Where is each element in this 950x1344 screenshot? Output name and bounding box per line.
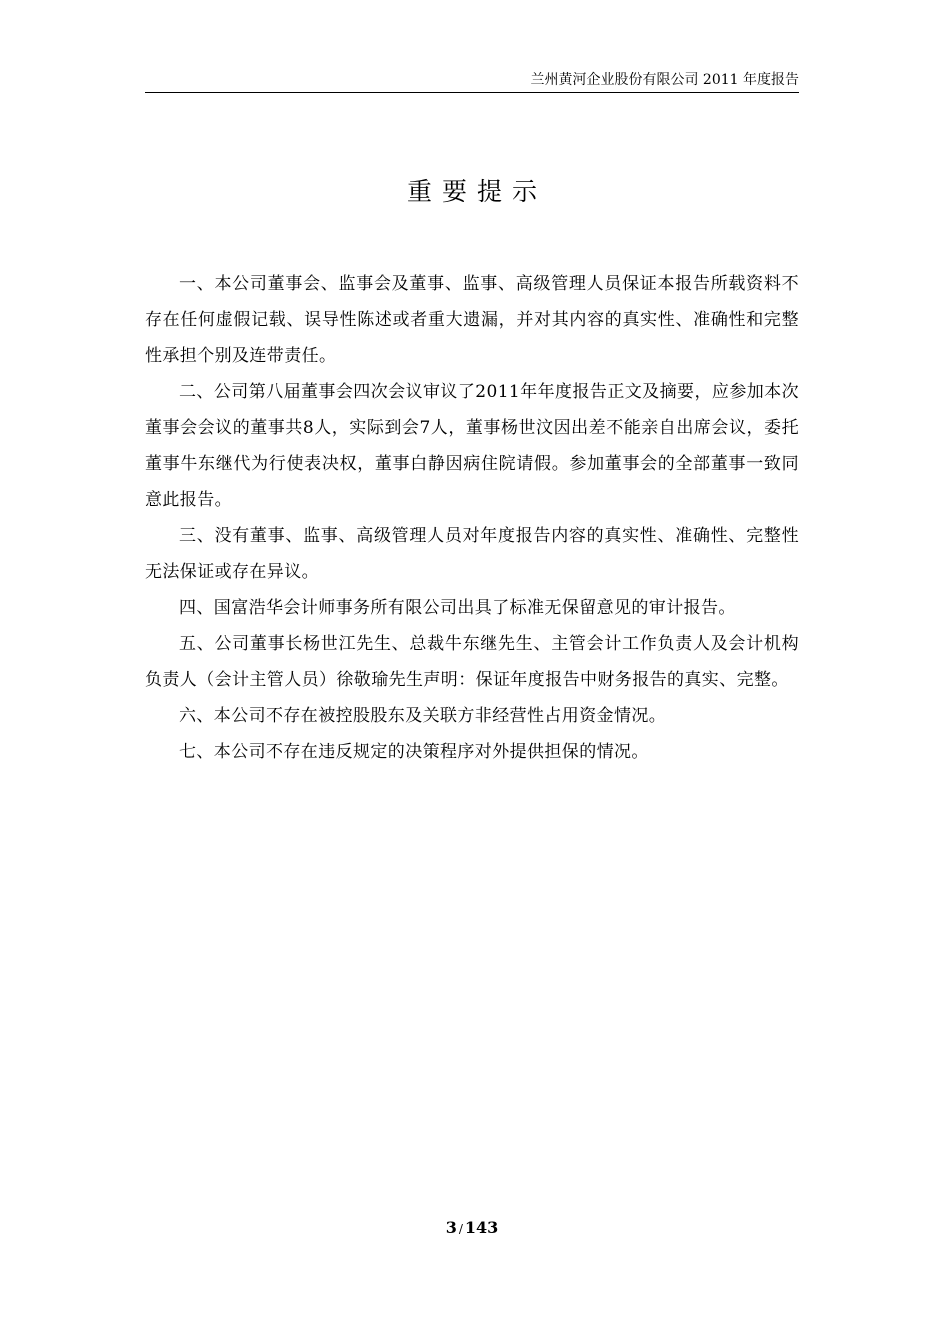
page-header [145, 70, 799, 93]
document-body [145, 266, 799, 770]
paragraph-2: 二、公司第八届董事会四次会议审议了2011年年度报告正文及摘要，应参加本次董事会会议的董事共8人，实际到会7人，董事杨世汶因出差不能亲自出席会议，委托董事牛东继代为行使表决权，董事白静因病住院请假。参加董事会的全部董事一致同意此报告。 [145, 382, 799, 510]
document-title: 重要提示 [406, 177, 547, 206]
paragraph-5: 五、公司董事长杨世江先生、总裁牛东继先生、主管会计工作负责人及会计机构负责人（会计主管人员）徐敬瑜先生声明：保证年度报告中财务报告的真实、完整。 [145, 634, 799, 690]
header-title: 兰州黄河企业股份有限公司 2011 年度报告 [530, 72, 799, 88]
paragraph-1: 一、本公司董事会、监事会及董事、监事、高级管理人员保证本报告所载资料不存在任何虚假记载、误导性陈述或者重大遗漏，并对其内容的真实性、准确性和完整性承担个别及连带责任。 [145, 274, 799, 366]
total-pages: 143 [464, 1218, 499, 1237]
paragraph-6: 六、本公司不存在被控股股东及关联方非经营性占用资金情况。 [179, 706, 667, 726]
paragraph-7: 七、本公司不存在违反规定的决策程序对外提供担保的情况。 [179, 742, 649, 762]
paragraph-3: 三、没有董事、监事、高级管理人员对年度报告内容的真实性、准确性、完整性无法保证或存在异议。 [145, 526, 799, 582]
page-number [145, 1216, 799, 1241]
page-separator: / [458, 1222, 463, 1236]
current-page: 3 [445, 1218, 457, 1237]
paragraph-4: 四、国富浩华会计师事务所有限公司出具了标准无保留意见的审计报告。 [179, 598, 736, 618]
